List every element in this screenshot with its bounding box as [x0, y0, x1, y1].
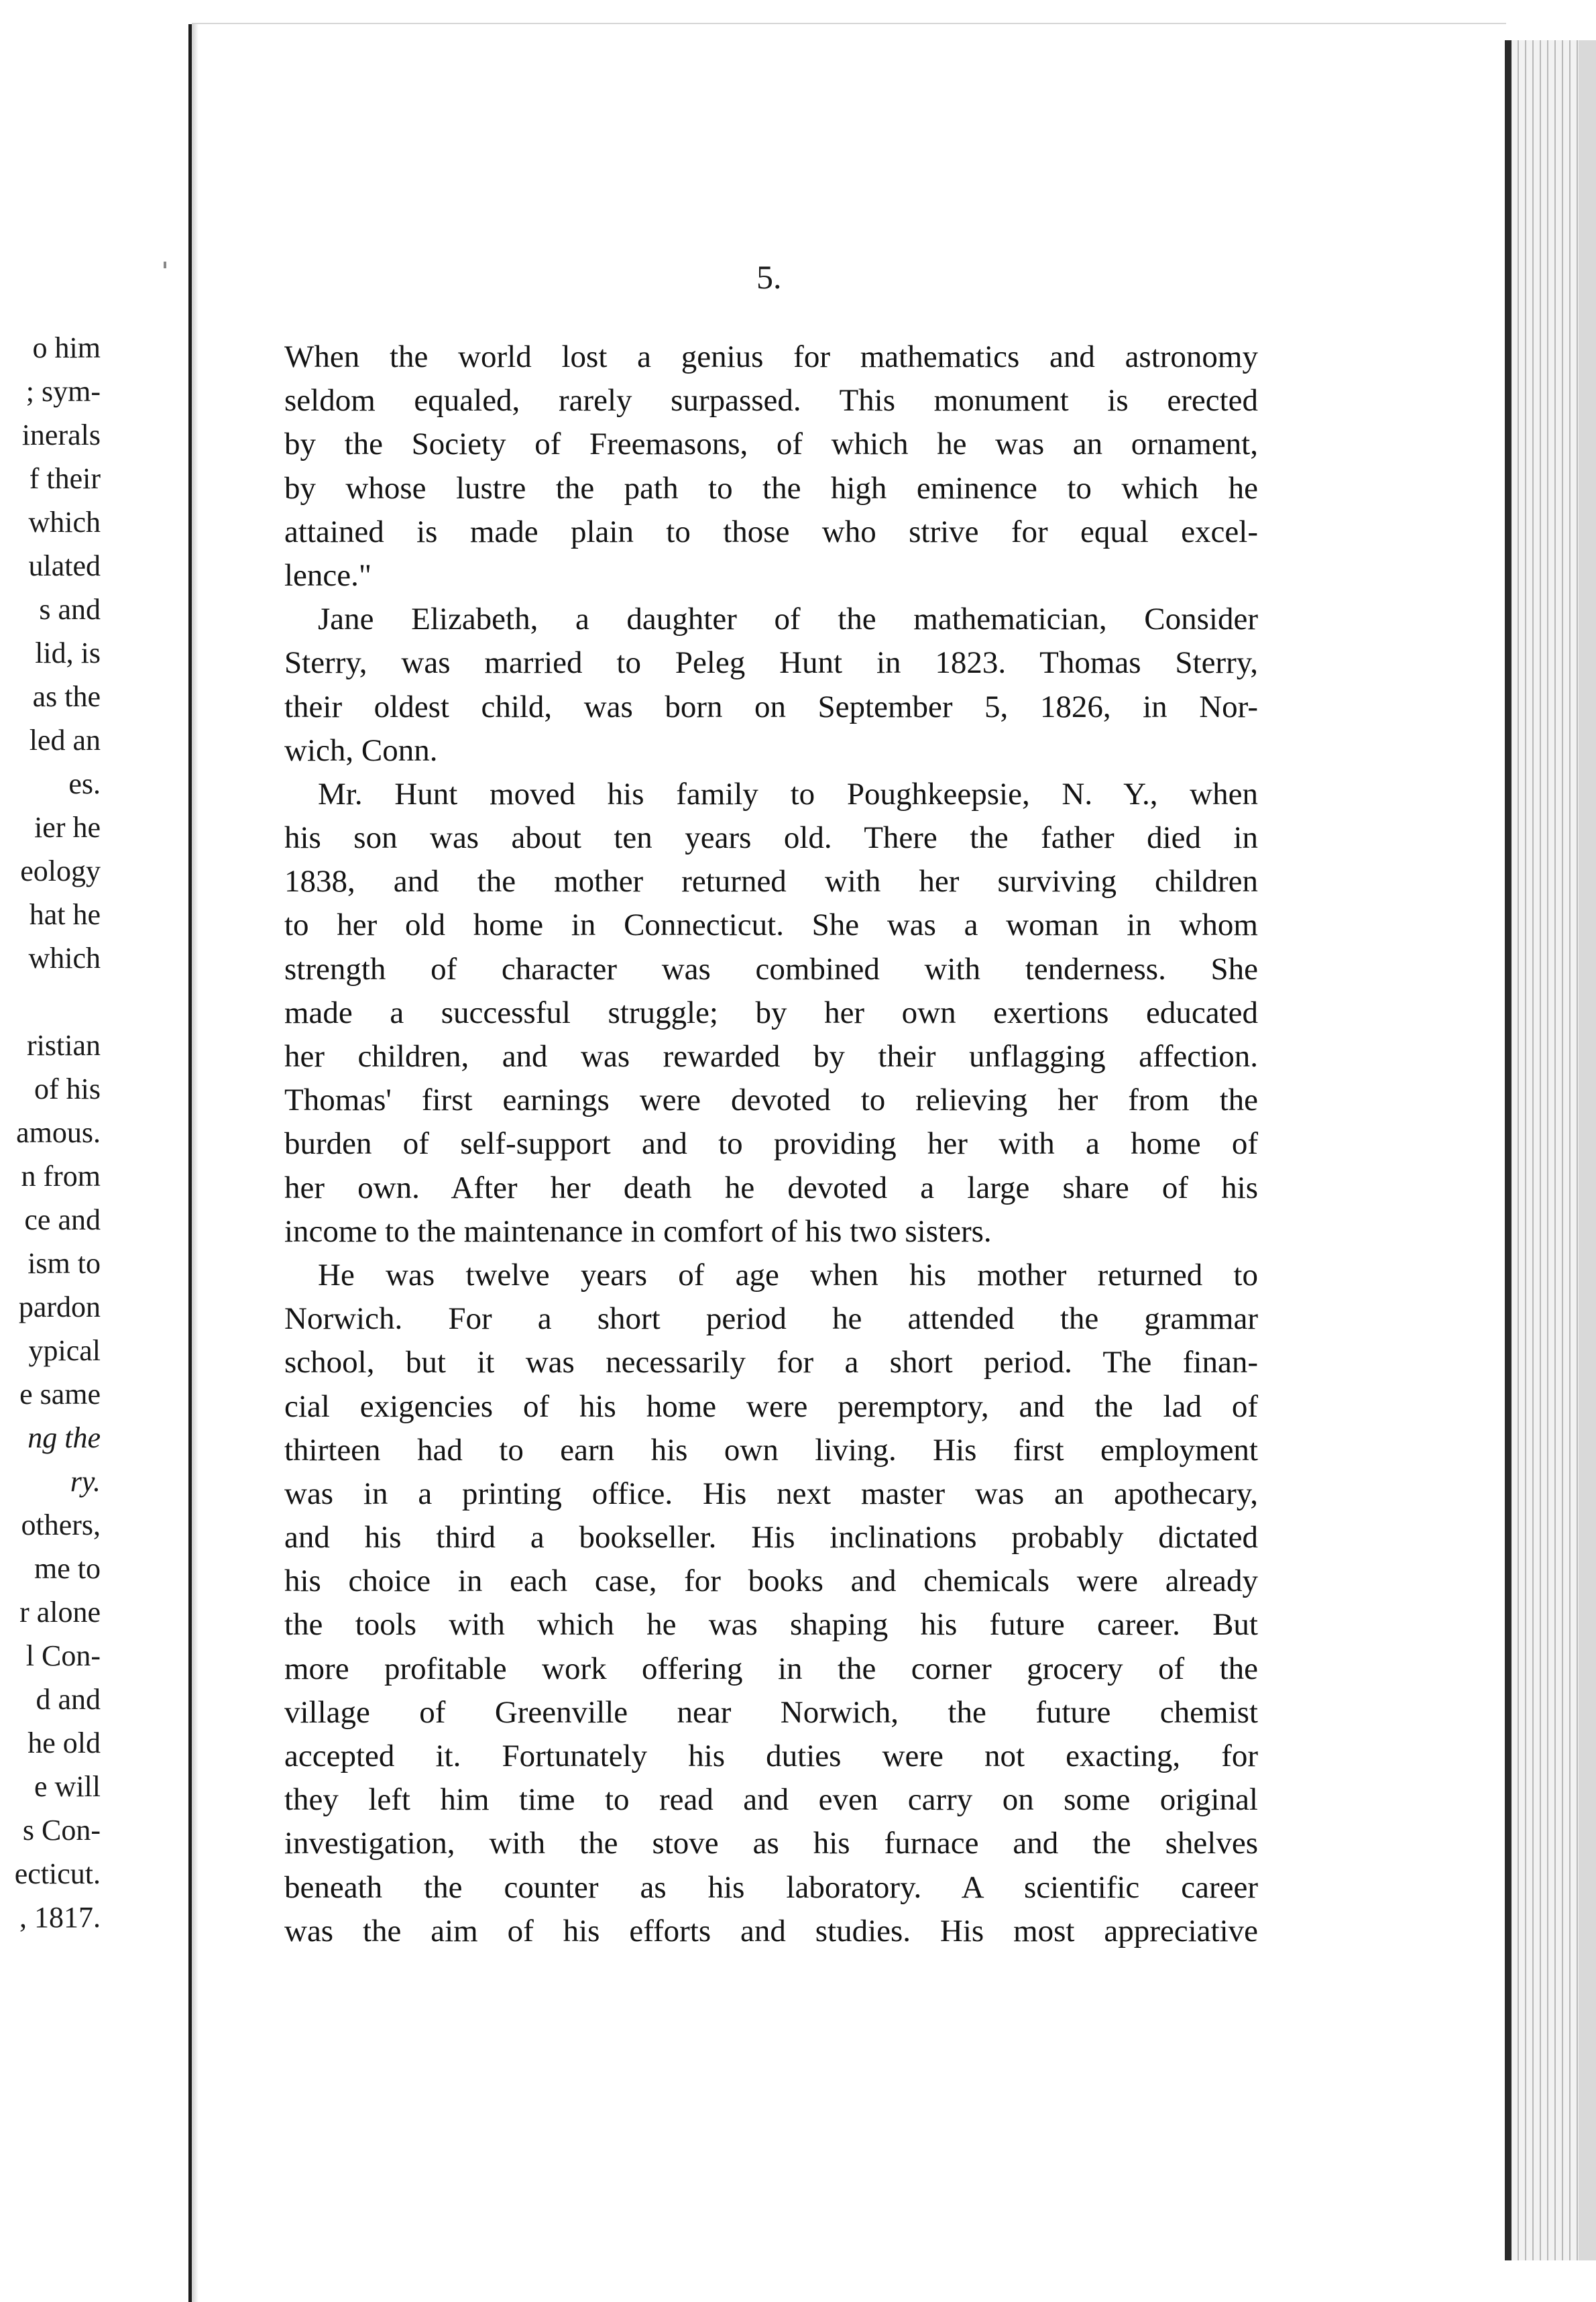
previous-page-line: e same [19, 1378, 101, 1411]
previous-page-line: as the [32, 680, 101, 713]
text-line: her children, and was rewarded by their unflagging affection. [284, 1039, 1258, 1074]
previous-page-line: ier he [34, 811, 101, 844]
text-line: and his third a bookseller. His inclinations probably dictated [284, 1520, 1258, 1555]
text-line: seldom equaled, rarely surpassed. This monument is erected [284, 383, 1258, 419]
text-line: Sterry, was married to Peleg Hunt in 1823. Thomas Sterry, [284, 645, 1258, 681]
previous-page-line: ng the [27, 1421, 101, 1454]
previous-page-line: , 1817. [19, 1901, 101, 1934]
text-line: his choice in each case, for books and chemicals were already [284, 1564, 1258, 1599]
gutter-shadow [192, 24, 198, 2302]
ink-speck [164, 262, 166, 268]
previous-page-line: r alone [19, 1596, 101, 1629]
text-line: Jane Elizabeth, a daughter of the mathematician, Consider [318, 602, 1258, 637]
page-body-text [284, 335, 1258, 1953]
previous-page-line: inerals [21, 419, 101, 451]
previous-page-line: s Con- [22, 1814, 101, 1847]
text-line: burden of self-support and to providing her with a home of [284, 1126, 1258, 1162]
previous-page-line: o him [32, 331, 101, 364]
previous-page-line: pardon [18, 1291, 101, 1323]
previous-page-line: n from [21, 1160, 101, 1193]
text-line: her own. After her death he devoted a large share of his [284, 1170, 1258, 1205]
text-line: 1838, and the mother returned with her surviving children [284, 864, 1258, 899]
text-line: made a successful struggle; by her own exertions educated [284, 995, 1258, 1030]
previous-page-line: others, [21, 1509, 101, 1541]
page-number: 5. [756, 258, 782, 296]
previous-page-line: ecticut. [14, 1857, 101, 1890]
text-line: by whose lustre the path to the high eminence to which he [284, 470, 1258, 506]
text-line: attained is made plain to those who strive for equal excel- [284, 514, 1258, 549]
previous-page-text-column [0, 326, 101, 1939]
text-line: to her old home in Connecticut. She was a woman in whom [284, 908, 1258, 943]
text-line: income to the maintenance in comfort of his two sisters. [284, 1213, 992, 1249]
text-line: cial exigencies of his home were peremptory, and the lad of [284, 1388, 1258, 1424]
previous-page-line: ulated [28, 549, 101, 582]
text-line: Mr. Hunt moved his family to Poughkeepsie, N. Y., when [318, 776, 1258, 812]
text-line: When the world lost a genius for mathematics and astronomy [284, 339, 1258, 374]
previous-page-line: ypical [28, 1334, 101, 1367]
text-line: accepted it. Fortunately his duties were not exacting, for [284, 1739, 1258, 1773]
previous-page-line: ristian [27, 1029, 101, 1062]
previous-page-line: lid, is [35, 637, 101, 669]
text-line: He was twelve years of age when his mother returned to [318, 1257, 1258, 1293]
previous-page-line: l Con- [25, 1639, 101, 1672]
previous-page-line [0, 980, 101, 1024]
text-line: lence." [284, 557, 372, 593]
previous-page-line: me to [34, 1552, 101, 1585]
previous-page-line: of his [34, 1073, 101, 1105]
page-right-edge [1505, 40, 1512, 2260]
text-line: his son was about ten years old. There the father died in [284, 820, 1258, 856]
text-line: thirteen had to earn his own living. His first employment [284, 1432, 1258, 1468]
previous-page-line: eology [20, 855, 101, 887]
previous-page-line: amous. [16, 1116, 101, 1149]
text-line: more profitable work offering in the corner grocery of the [284, 1651, 1258, 1686]
previous-page-line: ; sym- [25, 375, 101, 408]
previous-page-line: f their [29, 462, 101, 495]
text-line: Thomas' first earnings were devoted to relieving her from the [284, 1083, 1258, 1118]
previous-page-line: s and [39, 593, 101, 626]
text-line: wich, Conn. [284, 732, 438, 768]
text-line: school, but it was necessarily for a short period. The finan- [284, 1345, 1258, 1380]
page-top-edge [192, 23, 1506, 24]
previous-page-fragment [0, 0, 188, 2302]
previous-page-line: which [28, 506, 101, 539]
previous-page-line: d and [36, 1683, 101, 1716]
text-line: was in a printing office. His next master was an apothecary, [284, 1476, 1258, 1511]
previous-page-line: ism to [27, 1247, 101, 1280]
text-line: was the aim of his efforts and studies. His most appreciative [284, 1913, 1258, 1949]
previous-page-line: ce and [24, 1203, 101, 1236]
text-line: by the Society of Freemasons, of which he was an ornament, [284, 427, 1258, 462]
text-line: they left him time to read and even carry on some original [284, 1782, 1258, 1818]
text-line: Norwich. For a short period he attended the grammar [284, 1301, 1258, 1337]
text-line: their oldest child, was born on September 5, 1826, in Nor- [284, 689, 1258, 724]
previous-page-line: ry. [70, 1465, 101, 1498]
text-line: the tools with which he was shaping his future career. But [284, 1607, 1258, 1643]
previous-page-line: which [28, 942, 101, 975]
previous-page-line: led an [29, 724, 101, 757]
book-fore-edge [1579, 40, 1596, 2260]
previous-page-line: hat he [29, 898, 101, 931]
text-line: beneath the counter as his laboratory. A scientific career [284, 1869, 1258, 1905]
previous-page-line: he old [27, 1726, 101, 1759]
previous-page-line: es. [68, 767, 101, 800]
text-line: investigation, with the stove as his furnace and the shelves [284, 1826, 1258, 1861]
text-line: village of Greenville near Norwich, the future chemist [284, 1694, 1258, 1730]
previous-page-line: e will [34, 1770, 101, 1803]
text-line: strength of character was combined with tenderness. She [284, 951, 1258, 987]
